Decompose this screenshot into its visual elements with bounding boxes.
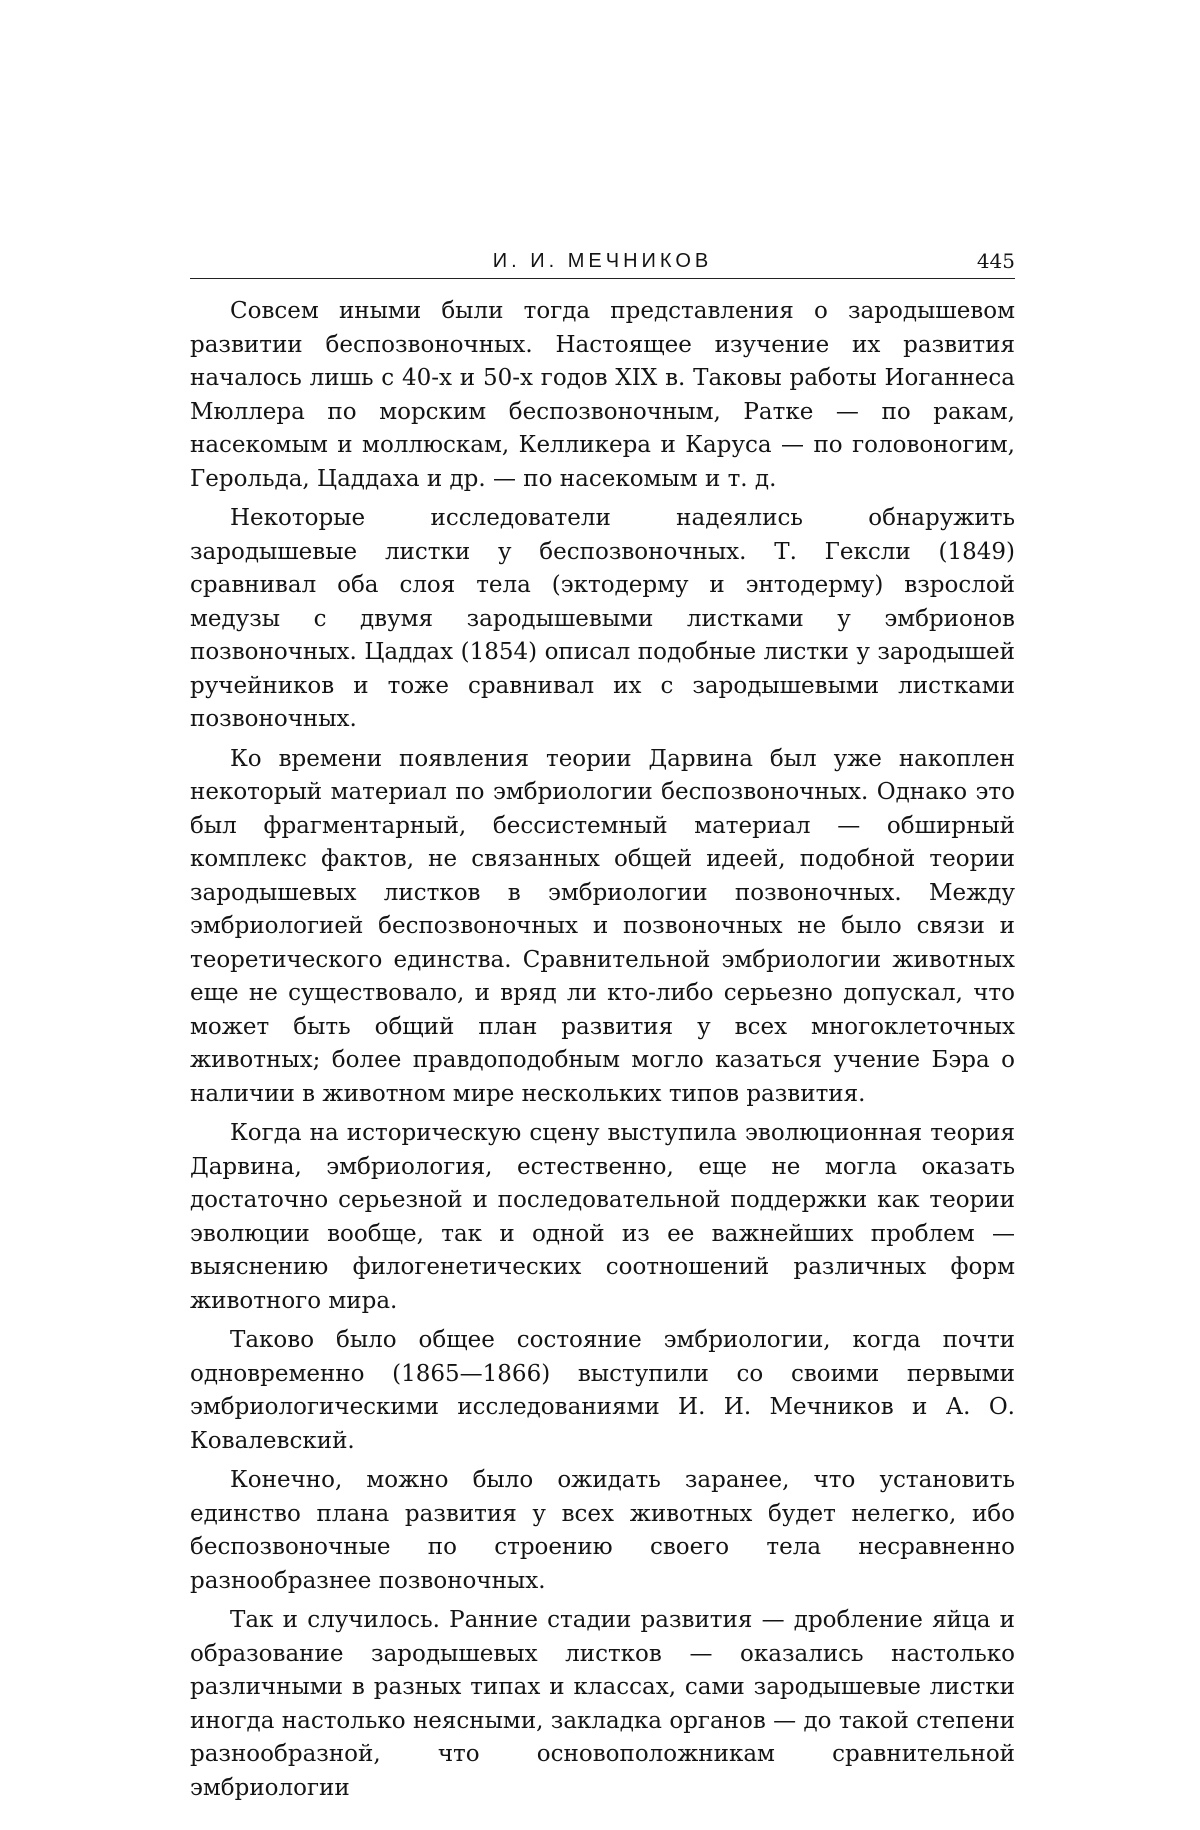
page-number: 445: [977, 248, 1015, 274]
paragraph: Конечно, можно было ожидать заранее, что установить единство плана развития у всех животных будет нелегко, ибо беспозвоночные по строению своего тела несравненно разнообразнее позвоночных.: [190, 1464, 1015, 1598]
running-head-author: И. И. МЕЧНИКОВ: [190, 248, 1015, 274]
paragraph: Когда на историческую сцену выступила эволюционная теория Дарвина, эмбриология, естественно, еще не могла оказать достаточно серьезной и последовательной поддержки как теории эволюции вообще, так и одной из ее важнейших проблем — выяснению филогенетических соотношений различных форм животного мира.: [190, 1117, 1015, 1318]
paragraph: Ко времени появления теории Дарвина был уже накоплен некоторый материал по эмбриологии беспозвоночных. Однако это был фрагментарный, бессистемный материал — обширный комплекс фактов, не связанных общей идеей, подобной теории зародышевых листков в эмбриологии позвоночных. Между эмбриологией беспозвоночных и позвоночных не было связи и теоретического единства. Сравнительной эмбриологии животных еще не существовало, и вряд ли кто-либо серьезно допускал, что может быть общий план развития у всех многоклеточных животных; более правдоподобным могло казаться учение Бэра о наличии в животном мире нескольких типов развития.: [190, 743, 1015, 1112]
paragraph: Совсем иными были тогда представления о зародышевом развитии беспозвоночных. Настоящее изучение их развития началось лишь с 40-х и 50-х годов XIX в. Таковы работы Иоганнеса Мюллера по морским беспозвоночным, Ратке — по ракам, насекомым и моллюскам, Келликера и Каруса — по головоногим, Герольда, Цаддаха и др. — по насекомым и т. д.: [190, 295, 1015, 496]
body-text: [190, 295, 1015, 1811]
paragraph: Таково было общее состояние эмбриологии, когда почти одновременно (1865—1866) выступили со своими первыми эмбриологическими исследованиями И. И. Мечников и А. О. Ковалевский.: [190, 1324, 1015, 1458]
book-page: [0, 0, 1200, 1830]
paragraph: Так и случилось. Ранние стадии развития — дробление яйца и образование зародышевых листков — оказались настолько различными в разных типах и классах, сами зародышевые листки иногда настолько неясными, закладка органов — до такой степени разнообразной, что основоположникам сравнительной эмбриологии: [190, 1604, 1015, 1805]
header-rule: [190, 278, 1015, 279]
paragraph: Некоторые исследователи надеялись обнаружить зародышевые листки у беспозвоночных. Т. Гексли (1849) сравнивал оба слоя тела (эктодерму и энтодерму) взрослой медузы с двумя зародышевыми листками у эмбрионов позвоночных. Цаддах (1854) описал подобные листки у зародышей ручейников и тоже сравнивал их с зародышевыми листками позвоночных.: [190, 502, 1015, 737]
running-head: [190, 248, 1015, 278]
